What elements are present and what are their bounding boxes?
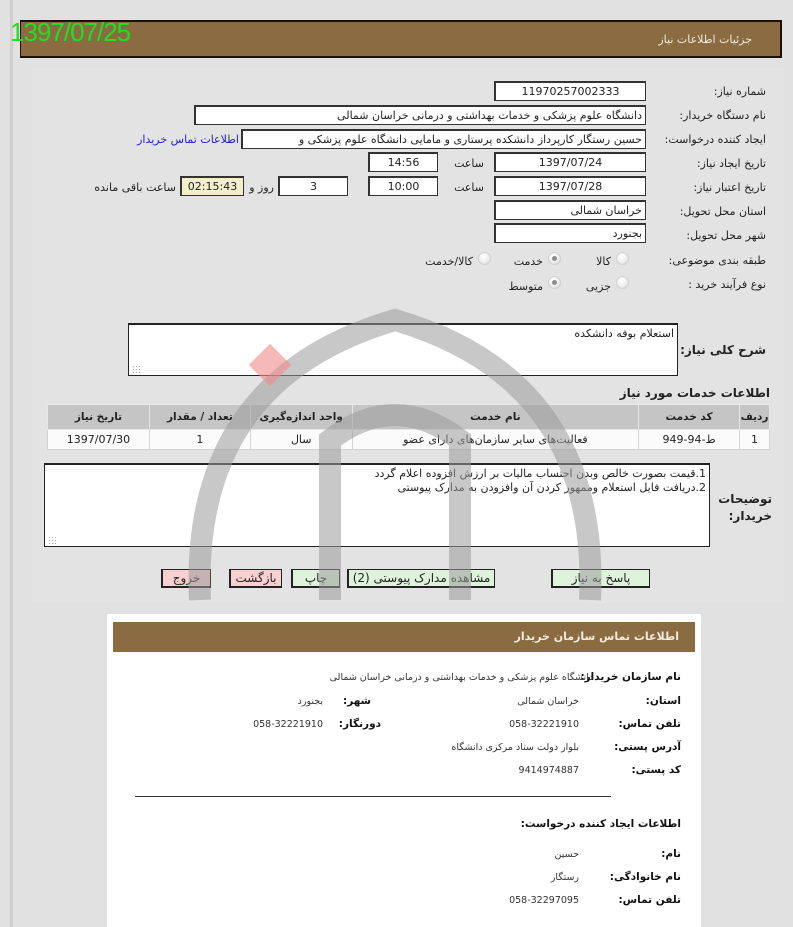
requester-info-title: اطلاعات ایجاد کننده درخواست: — [520, 818, 681, 830]
province-field[interactable]: خراسان شمالی — [494, 200, 646, 220]
contact-fax-value: 058-32221910 — [253, 719, 323, 730]
cell-row: 1 — [740, 430, 770, 450]
city-field[interactable]: بجنورد — [494, 223, 646, 243]
category-radio-goods[interactable] — [616, 252, 629, 265]
exit-button[interactable]: خروج — [161, 569, 211, 588]
contact-phone-label: تلفن تماس: — [618, 718, 681, 730]
buyer-note-line-2: 2.دریافت فایل استعلام وممهور کردن آن وافزودن به مدارک پیوستی — [397, 481, 706, 494]
contact-address-label: آدرس پستی: — [614, 741, 681, 753]
contact-province-label: استان: — [645, 695, 681, 707]
contact-card-header — [113, 622, 695, 652]
cell-service-code: ط-94-949 — [639, 430, 740, 450]
contact-postal-label: کد پستی: — [631, 764, 681, 776]
overlay-date-stamp: 1397/07/25 — [10, 17, 131, 47]
need-number-label: شماره نیاز: — [713, 85, 766, 98]
contact-address-value: بلوار دولت ستاد مرکزی دانشگاه — [451, 742, 579, 753]
description-label: شرح کلی نیاز: — [680, 343, 766, 357]
col-service-name: نام خدمت — [352, 405, 638, 430]
resize-grip-icon[interactable] — [132, 365, 140, 373]
category-radio-goods-service[interactable] — [478, 252, 491, 265]
buyer-contact-link[interactable]: اطلاعات تماس خریدار — [137, 133, 239, 146]
created-time-label: ساعت — [454, 157, 484, 170]
requester-first-name-label: نام: — [661, 848, 681, 860]
created-time-field[interactable]: 14:56 — [368, 152, 438, 172]
requester-phone-value: 058-32297095 — [509, 895, 579, 906]
view-attachments-button[interactable]: مشاهده مدارک پیوستی (2) — [347, 569, 495, 588]
validity-date-field[interactable]: 1397/07/28 — [494, 176, 646, 196]
purchase-minor-label: جزیی — [585, 280, 611, 293]
contact-postal-value: 9414974887 — [518, 765, 579, 776]
contact-phone-value: 058-32221910 — [509, 719, 579, 730]
purchase-medium-label: متوسط — [508, 280, 543, 293]
validity-time-field[interactable]: 10:00 — [368, 176, 438, 196]
buyer-contact-card — [107, 614, 701, 927]
contact-org-value: دانشگاه علوم پزشکی و خدمات بهداشتی و درمانی خراسان شمالی — [329, 672, 593, 683]
created-date-field[interactable]: 1397/07/24 — [494, 152, 646, 172]
col-service-code: کد خدمت — [639, 405, 740, 430]
validity-date-label: تاریخ اعتبار نیاز: — [693, 181, 766, 194]
province-label: استان محل تحویل: — [679, 205, 766, 218]
remaining-days-field[interactable]: 3 — [278, 176, 348, 196]
created-date-label: تاریخ ایجاد نیاز: — [696, 157, 766, 170]
category-goods-service-label: کالا/خدمت — [425, 255, 473, 268]
requester-last-name-value: رستگار — [550, 872, 579, 883]
contact-city-value: بجنورد — [297, 696, 323, 707]
buyer-notes-label: توضیحات خریدار: — [718, 492, 772, 523]
contact-divider — [135, 796, 611, 797]
remaining-time-field: 02:15:43 — [180, 176, 244, 196]
buyer-org-field[interactable]: دانشگاه علوم پزشکی و خدمات بهداشتی و درمانی خراسان شمالی — [194, 105, 646, 125]
days-label: روز و — [249, 181, 274, 194]
category-radio-service[interactable] — [548, 252, 561, 265]
contact-fax-label: دورنگار: — [338, 718, 381, 730]
remaining-label: ساعت باقی مانده — [94, 181, 176, 194]
purchase-radio-minor[interactable] — [616, 276, 629, 289]
purchase-type-label: نوع فرآیند خرید : — [688, 278, 766, 291]
col-unit: واحد اندازه‌گیری — [250, 405, 352, 430]
back-button[interactable]: بازگشت — [229, 569, 282, 588]
need-details-panel — [32, 68, 784, 603]
buyer-notes-textarea[interactable] — [44, 463, 710, 547]
cell-need-date: 1397/07/30 — [48, 430, 150, 450]
purchase-radio-medium[interactable] — [548, 276, 561, 289]
page-left-rule — [10, 0, 13, 927]
cell-quantity: 1 — [149, 430, 250, 450]
contact-province-value: خراسان شمالی — [517, 696, 579, 707]
category-label: طبقه بندی موضوعی: — [668, 254, 766, 267]
category-goods-label: کالا — [596, 255, 611, 268]
need-number-field[interactable]: 11970257002333 — [494, 81, 646, 101]
description-textarea[interactable] — [128, 323, 678, 376]
col-row: ردیف — [740, 405, 770, 430]
requester-first-name-value: حسین — [554, 849, 579, 860]
services-table — [47, 404, 770, 450]
requester-field[interactable]: حسین رستگار کارپرداز دانشکده پرستاری و مامایی دانشگاه علوم پزشکی و — [241, 129, 646, 149]
print-button[interactable]: چاپ — [291, 569, 340, 588]
contact-card-title: اطلاعات تماس سازمان خریدار — [514, 630, 679, 643]
contact-city-label: شهر: — [343, 695, 371, 707]
table-row — [48, 430, 770, 450]
cell-unit: سال — [250, 430, 352, 450]
buyer-note-line-1: 1.قیمت بصورت خالص وبدن احتساب مالیات بر ارزش افزوده اعلام گردد — [374, 467, 706, 480]
description-text: استعلام بوفه دانشکده — [574, 327, 674, 340]
requester-label: ایجاد کننده درخواست: — [664, 133, 766, 146]
city-label: شهر محل تحویل: — [686, 229, 766, 242]
col-quantity: تعداد / مقدار — [149, 405, 250, 430]
services-section-title: اطلاعات خدمات مورد نیاز — [619, 386, 770, 400]
services-table-header — [48, 405, 770, 430]
validity-time-label: ساعت — [454, 181, 484, 194]
requester-phone-label: تلفن تماس: — [618, 894, 681, 906]
page-title: جزئیات اطلاعات نیاز — [658, 33, 752, 46]
requester-last-name-label: نام خانوادگی: — [609, 871, 681, 883]
cell-service-name: فعالیت‌های سایر سازمان‌های دارای عضو — [352, 430, 638, 450]
page-header — [20, 20, 782, 58]
category-service-label: خدمت — [513, 255, 543, 268]
contact-org-label: نام سازمان خریدار: — [580, 671, 681, 683]
col-need-date: تاریخ نیاز — [48, 405, 150, 430]
resize-grip-icon[interactable] — [48, 536, 56, 544]
reply-button[interactable]: پاسخ به نیاز — [551, 569, 650, 588]
buyer-org-label: نام دستگاه خریدار: — [679, 109, 766, 122]
